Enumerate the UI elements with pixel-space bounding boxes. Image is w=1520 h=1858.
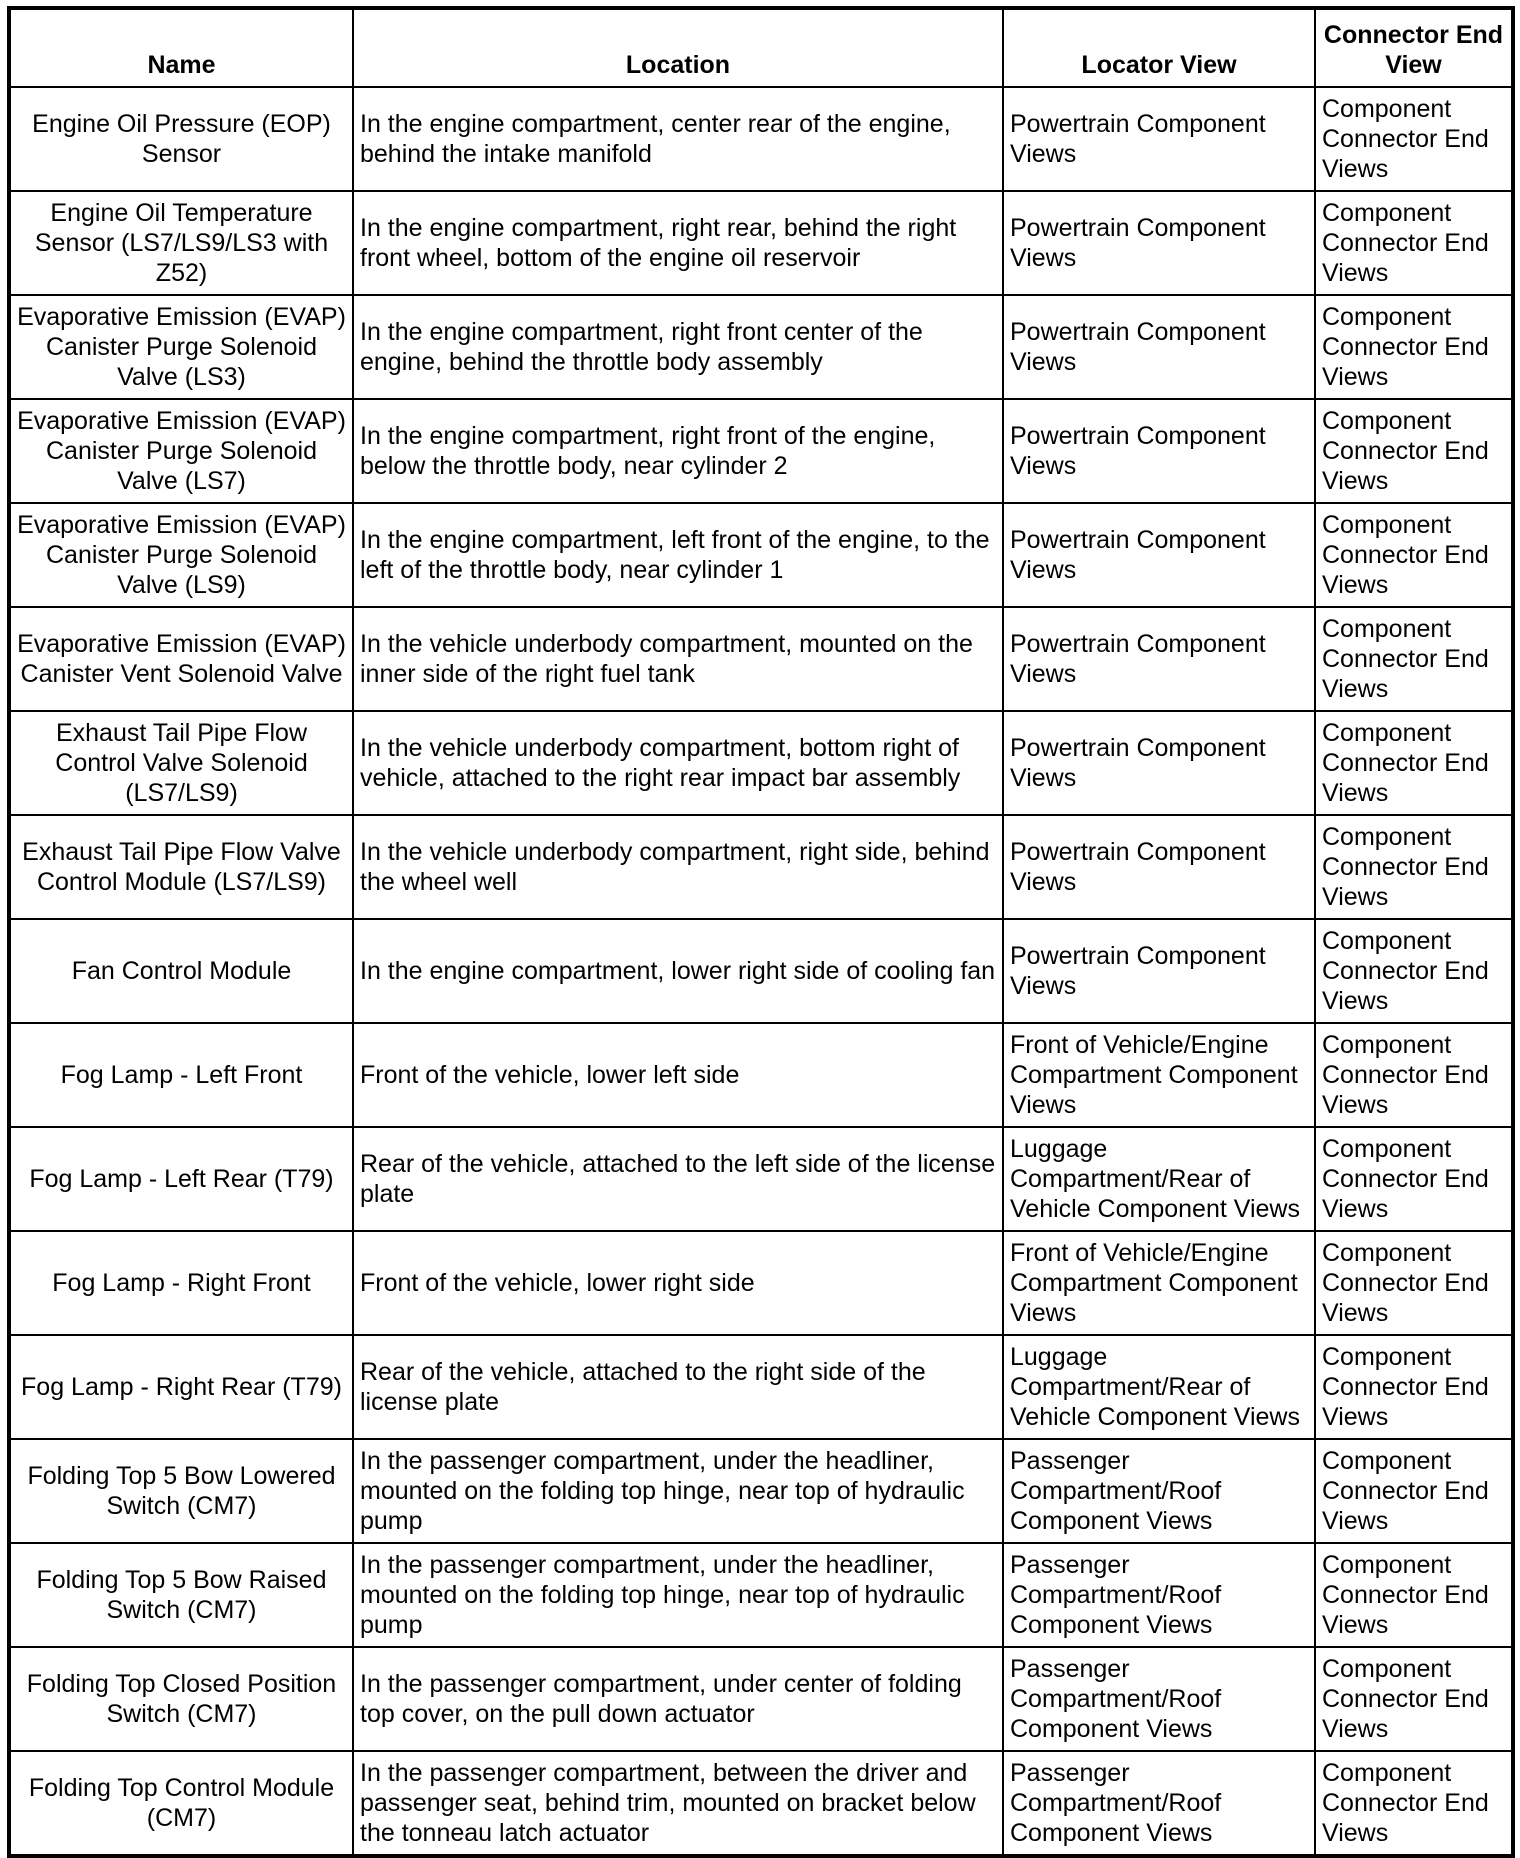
cell-name: Folding Top Control Module (CM7) bbox=[9, 1751, 353, 1856]
cell-location: In the passenger compartment, under center of folding top cover, on the pull down actuator bbox=[353, 1647, 1003, 1751]
table-body bbox=[9, 87, 1513, 1856]
cell-location: In the engine compartment, right front center of the engine, behind the throttle body assembly bbox=[353, 295, 1003, 399]
cell-locator-view: Powertrain Component Views bbox=[1003, 87, 1315, 191]
cell-name: Fog Lamp - Left Rear (T79) bbox=[9, 1127, 353, 1231]
cell-location: In the passenger compartment, under the headliner, mounted on the folding top hinge, near top of hydraulic pump bbox=[353, 1543, 1003, 1647]
table-row bbox=[9, 1023, 1513, 1127]
table-row bbox=[9, 1647, 1513, 1751]
cell-name: Fog Lamp - Left Front bbox=[9, 1023, 353, 1127]
cell-locator-view: Powertrain Component Views bbox=[1003, 295, 1315, 399]
header-connector-end-view: Connector End View bbox=[1315, 8, 1513, 87]
cell-location: Front of the vehicle, lower right side bbox=[353, 1231, 1003, 1335]
cell-name: Evaporative Emission (EVAP) Canister Purge Solenoid Valve (LS3) bbox=[9, 295, 353, 399]
table-row bbox=[9, 399, 1513, 503]
cell-name: Folding Top 5 Bow Lowered Switch (CM7) bbox=[9, 1439, 353, 1543]
cell-connector-end-view: Component Connector End Views bbox=[1315, 503, 1513, 607]
table-row bbox=[9, 919, 1513, 1023]
cell-locator-view: Powertrain Component Views bbox=[1003, 711, 1315, 815]
cell-name: Exhaust Tail Pipe Flow Control Valve Solenoid (LS7/LS9) bbox=[9, 711, 353, 815]
cell-locator-view: Luggage Compartment/Rear of Vehicle Component Views bbox=[1003, 1127, 1315, 1231]
cell-location: Rear of the vehicle, attached to the left side of the license plate bbox=[353, 1127, 1003, 1231]
cell-location: In the engine compartment, right rear, behind the right front wheel, bottom of the engine oil reservoir bbox=[353, 191, 1003, 295]
cell-name: Evaporative Emission (EVAP) Canister Purge Solenoid Valve (LS7) bbox=[9, 399, 353, 503]
cell-locator-view: Front of Vehicle/Engine Compartment Component Views bbox=[1003, 1231, 1315, 1335]
table-row bbox=[9, 87, 1513, 191]
cell-location: In the engine compartment, lower right side of cooling fan bbox=[353, 919, 1003, 1023]
cell-name: Exhaust Tail Pipe Flow Valve Control Module (LS7/LS9) bbox=[9, 815, 353, 919]
cell-name: Engine Oil Temperature Sensor (LS7/LS9/LS3 with Z52) bbox=[9, 191, 353, 295]
cell-location: In the vehicle underbody compartment, bottom right of vehicle, attached to the right rear impact bar assembly bbox=[353, 711, 1003, 815]
cell-name: Folding Top Closed Position Switch (CM7) bbox=[9, 1647, 353, 1751]
cell-name: Fan Control Module bbox=[9, 919, 353, 1023]
cell-locator-view: Luggage Compartment/Rear of Vehicle Component Views bbox=[1003, 1335, 1315, 1439]
table-row bbox=[9, 711, 1513, 815]
cell-locator-view: Passenger Compartment/Roof Component Views bbox=[1003, 1751, 1315, 1856]
cell-connector-end-view: Component Connector End Views bbox=[1315, 919, 1513, 1023]
cell-connector-end-view: Component Connector End Views bbox=[1315, 1439, 1513, 1543]
table-row bbox=[9, 503, 1513, 607]
cell-connector-end-view: Component Connector End Views bbox=[1315, 711, 1513, 815]
component-locator-table-container bbox=[7, 6, 1511, 1858]
cell-connector-end-view: Component Connector End Views bbox=[1315, 1647, 1513, 1751]
cell-location: Front of the vehicle, lower left side bbox=[353, 1023, 1003, 1127]
cell-connector-end-view: Component Connector End Views bbox=[1315, 1335, 1513, 1439]
cell-location: In the vehicle underbody compartment, right side, behind the wheel well bbox=[353, 815, 1003, 919]
cell-locator-view: Powertrain Component Views bbox=[1003, 919, 1315, 1023]
table-row bbox=[9, 607, 1513, 711]
cell-locator-view: Passenger Compartment/Roof Component Views bbox=[1003, 1543, 1315, 1647]
table-row bbox=[9, 1127, 1513, 1231]
cell-name: Evaporative Emission (EVAP) Canister Purge Solenoid Valve (LS9) bbox=[9, 503, 353, 607]
header-row bbox=[9, 8, 1513, 87]
cell-locator-view: Passenger Compartment/Roof Component Views bbox=[1003, 1647, 1315, 1751]
table-header bbox=[9, 8, 1513, 87]
cell-name: Evaporative Emission (EVAP) Canister Vent Solenoid Valve bbox=[9, 607, 353, 711]
cell-location: In the passenger compartment, between the driver and passenger seat, behind trim, mounted on bracket below the tonneau latch actuator bbox=[353, 1751, 1003, 1856]
table-row bbox=[9, 1543, 1513, 1647]
header-location: Location bbox=[353, 8, 1003, 87]
cell-locator-view: Powertrain Component Views bbox=[1003, 815, 1315, 919]
cell-location: In the engine compartment, center rear of the engine, behind the intake manifold bbox=[353, 87, 1003, 191]
table-row bbox=[9, 815, 1513, 919]
cell-location: In the engine compartment, right front of the engine, below the throttle body, near cylinder 2 bbox=[353, 399, 1003, 503]
cell-connector-end-view: Component Connector End Views bbox=[1315, 1127, 1513, 1231]
table-row bbox=[9, 1335, 1513, 1439]
table-row bbox=[9, 1231, 1513, 1335]
cell-connector-end-view: Component Connector End Views bbox=[1315, 1023, 1513, 1127]
table-row bbox=[9, 295, 1513, 399]
cell-locator-view: Powertrain Component Views bbox=[1003, 607, 1315, 711]
table-row bbox=[9, 1439, 1513, 1543]
cell-connector-end-view: Component Connector End Views bbox=[1315, 1751, 1513, 1856]
cell-locator-view: Powertrain Component Views bbox=[1003, 191, 1315, 295]
cell-locator-view: Passenger Compartment/Roof Component Views bbox=[1003, 1439, 1315, 1543]
header-locator-view: Locator View bbox=[1003, 8, 1315, 87]
cell-connector-end-view: Component Connector End Views bbox=[1315, 815, 1513, 919]
cell-locator-view: Powertrain Component Views bbox=[1003, 503, 1315, 607]
cell-connector-end-view: Component Connector End Views bbox=[1315, 1231, 1513, 1335]
cell-connector-end-view: Component Connector End Views bbox=[1315, 607, 1513, 711]
cell-location: In the engine compartment, left front of the engine, to the left of the throttle body, near cylinder 1 bbox=[353, 503, 1003, 607]
cell-connector-end-view: Component Connector End Views bbox=[1315, 191, 1513, 295]
cell-location: In the vehicle underbody compartment, mounted on the inner side of the right fuel tank bbox=[353, 607, 1003, 711]
table-row bbox=[9, 1751, 1513, 1856]
cell-connector-end-view: Component Connector End Views bbox=[1315, 87, 1513, 191]
cell-locator-view: Front of Vehicle/Engine Compartment Component Views bbox=[1003, 1023, 1315, 1127]
cell-location: In the passenger compartment, under the headliner, mounted on the folding top hinge, near top of hydraulic pump bbox=[353, 1439, 1003, 1543]
cell-connector-end-view: Component Connector End Views bbox=[1315, 295, 1513, 399]
cell-name: Engine Oil Pressure (EOP) Sensor bbox=[9, 87, 353, 191]
header-name: Name bbox=[9, 8, 353, 87]
cell-connector-end-view: Component Connector End Views bbox=[1315, 399, 1513, 503]
cell-locator-view: Powertrain Component Views bbox=[1003, 399, 1315, 503]
component-locator-table bbox=[7, 6, 1515, 1858]
cell-name: Fog Lamp - Right Rear (T79) bbox=[9, 1335, 353, 1439]
cell-name: Folding Top 5 Bow Raised Switch (CM7) bbox=[9, 1543, 353, 1647]
cell-name: Fog Lamp - Right Front bbox=[9, 1231, 353, 1335]
cell-location: Rear of the vehicle, attached to the right side of the license plate bbox=[353, 1335, 1003, 1439]
table-row bbox=[9, 191, 1513, 295]
cell-connector-end-view: Component Connector End Views bbox=[1315, 1543, 1513, 1647]
